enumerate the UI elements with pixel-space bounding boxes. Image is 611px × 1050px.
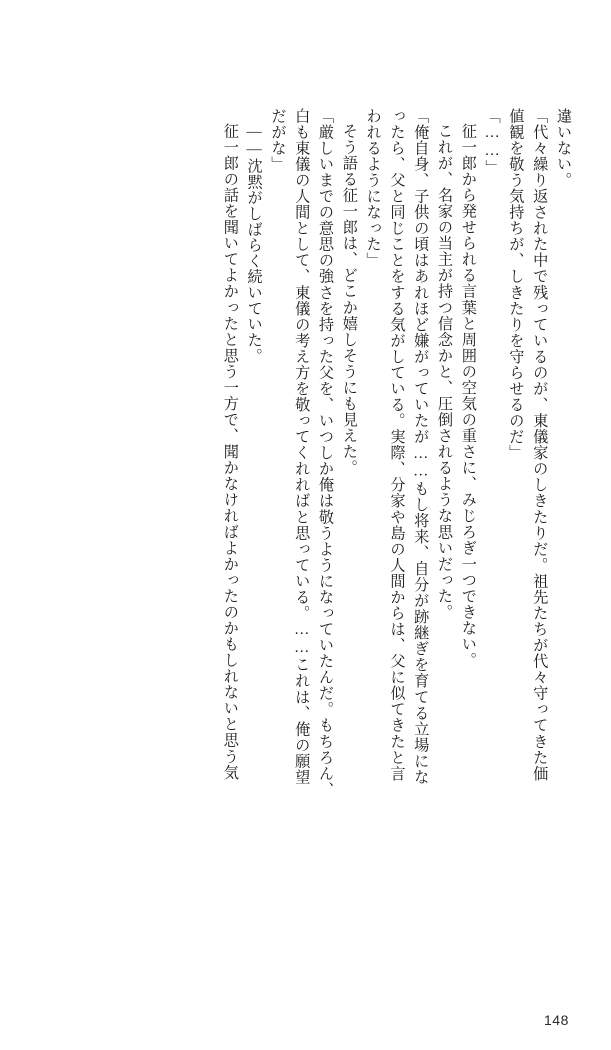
text-column: だがな」 <box>269 108 287 173</box>
text-column: 「代々繰り返された中で残っているのが、東儀家のしきたりだ。祖先たちが代々守ってきた価 <box>531 108 549 782</box>
text-column: われるようになった」 <box>364 108 382 269</box>
text-column: 白も東儀の人間として、東儀の考え方を敬ってくれればと思っている。……これは、俺の願望 <box>293 108 311 786</box>
text-column: 「……」 <box>483 108 501 176</box>
text-column: そう語る征一郎は、どこか嬉しそうにも見えた。 <box>340 123 358 476</box>
text-column: 違いない。 <box>555 108 572 189</box>
text-column: ったら、父と同じことをする気がしている。実際、分家や島の人間からは、父に似てきたと言 <box>388 108 406 782</box>
text-column: これが、名家の当主が持つ信念かと、圧倒されるような思いだった。 <box>436 123 454 621</box>
page-number: 148 <box>543 1012 569 1028</box>
text-column: 征一郎の話を聞いてよかったと思う一方で、聞かなければよかったのかもしれないと思う気 <box>221 123 239 781</box>
text-column: 「俺自身、子供の頃はあれほど嫌がっていたが……もし将来、自分が跡継ぎを育てる立場にな <box>412 108 430 786</box>
text-column: 「厳しいまでの意思の強さを持った父を、いつしか俺は敬うようになっていたんだ。もちろん、 <box>317 108 335 798</box>
text-column: 値観を敬う気持ちが、しきたりを守らせるのだ」 <box>507 108 525 461</box>
text-column: ――沈黙がしばらく続いていた。 <box>245 123 263 364</box>
text-column: 征一郎から発せられる言葉と周囲の空気の重さに、みじろぎ一つできない。 <box>459 123 477 669</box>
